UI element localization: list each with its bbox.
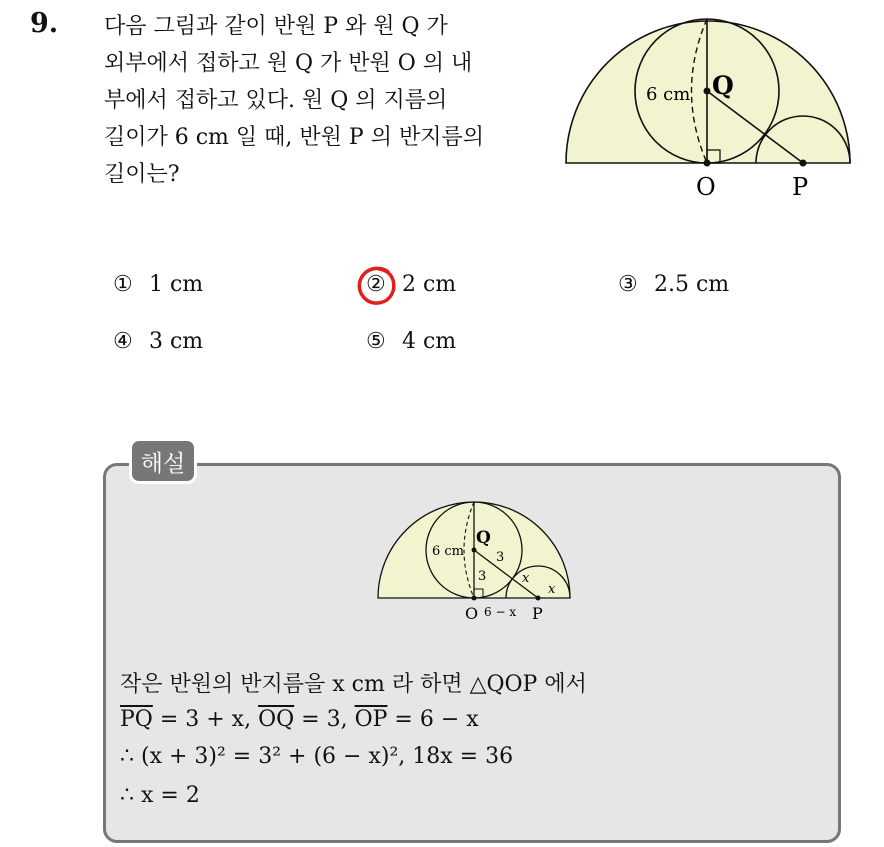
label-3-qp: 3 bbox=[496, 550, 505, 565]
solution-line-4: ∴ x = 2 bbox=[120, 783, 200, 808]
choice-3[interactable] bbox=[618, 272, 729, 297]
label-q: Q bbox=[476, 528, 491, 548]
choice-text: 1 cm bbox=[149, 272, 204, 297]
choice-text: 2 cm bbox=[402, 272, 457, 297]
label-p: P bbox=[532, 604, 543, 623]
point-q bbox=[472, 548, 477, 553]
point-o bbox=[472, 596, 477, 601]
segment-pq: $\overline{PQ}$ bbox=[120, 707, 153, 732]
choice-number: ③ bbox=[618, 272, 638, 297]
solution-line-3: ∴ (x + 3)² = 3² + (6 − x)², 18x = 36 bbox=[120, 744, 514, 769]
solution-tab: 해설 bbox=[129, 438, 197, 484]
label-q: Q bbox=[712, 71, 734, 100]
question-figure bbox=[560, 10, 860, 210]
label-o: O bbox=[696, 173, 716, 201]
label-base: 6 − x bbox=[484, 605, 517, 619]
point-p bbox=[800, 160, 807, 167]
solution-line-2 bbox=[120, 707, 479, 732]
label-p: P bbox=[792, 173, 809, 201]
label-o: O bbox=[465, 604, 479, 623]
solution-line-1: 작은 반원의 반지름을 x cm 라 하면 △QOP 에서 bbox=[120, 672, 587, 697]
label-x-1: x bbox=[522, 571, 530, 586]
choice-number: ② bbox=[366, 272, 386, 297]
choice-number: ① bbox=[113, 272, 133, 297]
answer-mark-icon bbox=[355, 263, 399, 307]
question-number: 9. bbox=[30, 8, 59, 39]
question-text bbox=[104, 8, 544, 193]
question-line: 길이는? bbox=[104, 162, 180, 187]
label-3-oq: 3 bbox=[478, 569, 487, 584]
label-x-2: x bbox=[548, 582, 556, 597]
question-line: 길이가 6 cm 일 때, 반원 P 의 반지름의 bbox=[104, 125, 484, 150]
question-line: 다음 그림과 같이 반원 P 와 원 Q 가 bbox=[104, 14, 448, 39]
label-6cm: 6 cm bbox=[432, 544, 465, 559]
label-6cm: 6 cm bbox=[646, 84, 691, 105]
segment-oq-value: = 3, bbox=[294, 707, 355, 732]
choice-1[interactable] bbox=[113, 272, 203, 297]
choice-5[interactable] bbox=[366, 329, 456, 354]
segment-pq-value: = 3 + x, bbox=[152, 707, 259, 732]
point-o bbox=[704, 160, 711, 167]
question-line: 외부에서 접하고 원 Q 가 반원 O 의 내 bbox=[104, 51, 473, 76]
choice-4[interactable] bbox=[113, 329, 203, 354]
choice-text: 3 cm bbox=[149, 329, 204, 354]
question-line: 부에서 접하고 있다. 원 Q 의 지름의 bbox=[104, 88, 448, 113]
segment-oq: $\overline{OQ}$ bbox=[258, 707, 295, 732]
choice-text: 4 cm bbox=[402, 329, 457, 354]
choice-text: 2.5 cm bbox=[654, 272, 730, 297]
solution-figure bbox=[372, 495, 576, 627]
segment-op: $\overline{OP}$ bbox=[354, 707, 388, 732]
point-p bbox=[536, 596, 541, 601]
choice-number: ④ bbox=[113, 329, 133, 354]
point-q bbox=[704, 88, 711, 95]
choice-number: ⑤ bbox=[366, 329, 386, 354]
segment-op-value: = 6 − x bbox=[387, 707, 479, 732]
